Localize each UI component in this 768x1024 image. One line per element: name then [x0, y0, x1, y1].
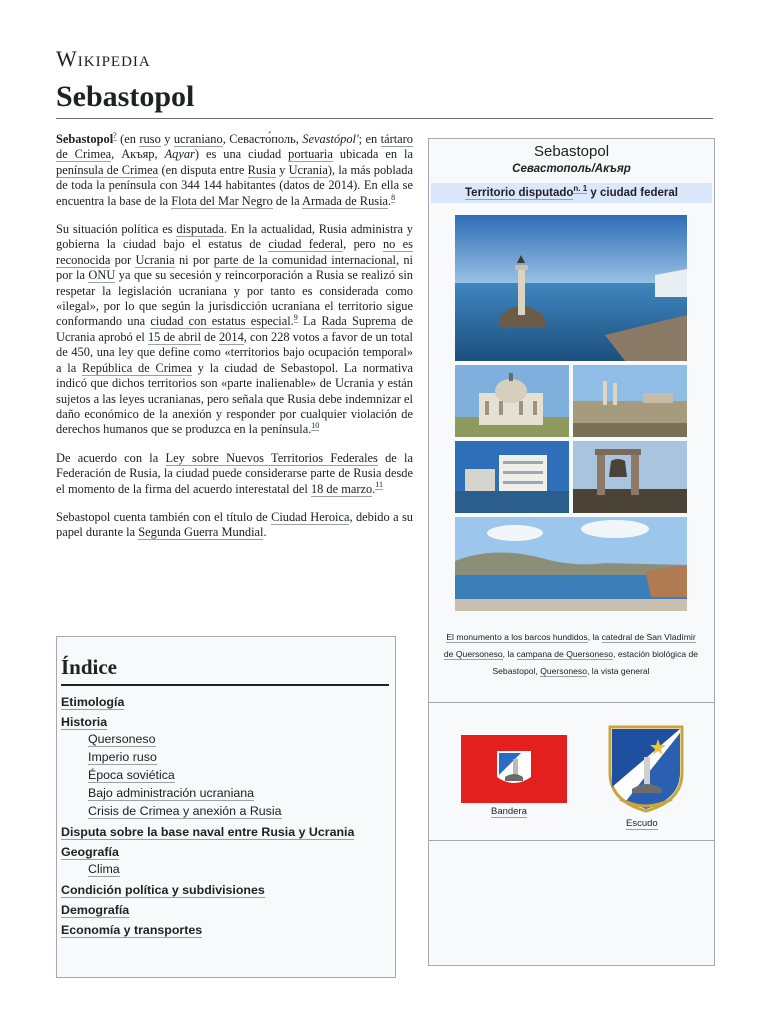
text: ) es una ciudad	[194, 147, 289, 162]
link-peninsula-crimea[interactable]: península de Crimea	[56, 162, 159, 177]
text: , debido a su papel durante la	[56, 509, 413, 540]
link-segunda-guerra[interactable]: Segunda Guerra Mundial	[138, 525, 264, 540]
link-tartaro[interactable]: tártaro de Crimea	[56, 132, 413, 162]
link-territorio-disputado[interactable]: Territorio disputado	[465, 187, 574, 199]
link-ciudad-heroica[interactable]: Ciudad Heroica	[271, 509, 350, 524]
link-ucraniano[interactable]: ucraniano	[173, 132, 223, 146]
text: De acuerdo con la	[56, 450, 166, 465]
text: (en disputa entre	[158, 162, 248, 177]
paragraph-law	[56, 451, 413, 497]
transliteration: Aqyar	[164, 147, 195, 162]
bold-title: Sebastopol	[56, 132, 114, 146]
toc-link[interactable]: Demografía	[61, 903, 130, 917]
link-disputada[interactable]: disputada	[176, 222, 224, 237]
bell-photo[interactable]	[573, 441, 687, 513]
text: , Севасто́поль,	[222, 132, 303, 146]
text: y	[275, 162, 289, 177]
link-ciudad-federal[interactable]: ciudad federal	[268, 237, 344, 252]
text: (en	[116, 132, 140, 146]
text: , la vista general	[587, 666, 650, 676]
monument-photo[interactable]	[455, 215, 687, 361]
text: , pero	[343, 237, 383, 252]
toc-link[interactable]: Economía y transportes	[61, 923, 203, 937]
link-armada[interactable]: Armada de Rusia	[302, 193, 389, 208]
toc-item	[88, 802, 395, 820]
text: y ciudad federal	[587, 187, 678, 199]
toc-link[interactable]: Quersoneso	[88, 732, 156, 746]
text: . En la actualidad, Rusia administra y gobierna la ciudad bajo el estatus de	[56, 222, 413, 252]
text: de Ucrania aprobó el	[56, 314, 414, 344]
text: ; en	[358, 132, 381, 146]
general-view-photo[interactable]	[455, 517, 687, 611]
toc-link[interactable]: Condición política y subdivisiones	[61, 883, 265, 897]
toc-item	[61, 844, 395, 860]
toc-item	[88, 784, 395, 802]
link-18-marzo[interactable]: 18 de marzo	[310, 481, 373, 496]
toc-item	[61, 824, 395, 840]
toc-item	[88, 730, 395, 748]
text: Su situación política es	[56, 222, 177, 237]
infobox-divider	[429, 702, 714, 703]
paragraph-intro	[56, 132, 413, 209]
infobox-status	[431, 183, 712, 203]
text: La	[297, 314, 322, 329]
link-quersoneso[interactable]: Quersoneso	[540, 666, 588, 676]
toc-link[interactable]: Etimología	[61, 695, 125, 709]
table-of-contents	[56, 636, 396, 978]
toc-item	[61, 694, 395, 710]
infobox-title: Sebastopol	[533, 143, 610, 160]
text: ), la más poblada de toda la península con 344 144 habitantes (datos de 2014). En ella se encuentra la base de la	[56, 162, 413, 208]
link-ley-territorios[interactable]: Ley sobre Nuevos Territorios Federales	[165, 450, 378, 465]
toc-link[interactable]: Imperio ruso	[88, 750, 157, 764]
text: ni por	[174, 252, 214, 267]
infobox-divider	[429, 840, 714, 841]
text: .	[372, 481, 376, 496]
toc-item	[88, 766, 395, 784]
toc-item	[61, 714, 395, 730]
title-divider	[56, 118, 713, 119]
flag-label[interactable]: Bandera	[491, 806, 527, 817]
link-ucrania[interactable]: Ucrania	[135, 252, 175, 267]
link-onu[interactable]: ONU	[88, 268, 116, 283]
link-no-reconocida[interactable]: no es reconocida	[56, 237, 414, 267]
text: , ni por la	[56, 252, 413, 283]
link-rada-suprema[interactable]: Rada Suprema	[321, 314, 397, 329]
link-monumento[interactable]: El monumento a los barcos hundidos	[446, 632, 588, 642]
link-portuaria[interactable]: portuaria	[288, 147, 333, 162]
biological-station-photo[interactable]	[455, 441, 569, 513]
link-catedral[interactable]: catedral de San Vladímir de Quersoneso	[443, 632, 696, 659]
toc-link[interactable]: Época soviética	[88, 768, 175, 782]
text: , la	[587, 632, 602, 642]
toc-link[interactable]: Historia	[61, 715, 108, 729]
toc-item	[61, 902, 395, 918]
infobox-subtitle: Севастополь/Акъяр	[512, 163, 631, 175]
link-ucrania[interactable]: Ucrania	[288, 162, 328, 177]
ref-link[interactable]: ?	[113, 130, 117, 140]
text: Sebastopol cuenta también con el título de	[56, 509, 272, 524]
toc-link[interactable]: Disputa sobre la base naval entre Rusia y Ucrania	[61, 825, 355, 839]
toc-link[interactable]: Geografía	[61, 845, 119, 859]
ref-link[interactable]: 8	[391, 192, 396, 202]
article-body	[56, 132, 413, 554]
cathedral-photo[interactable]	[455, 365, 569, 437]
toc-item	[88, 860, 395, 878]
toc-item	[61, 882, 395, 898]
photo-montage[interactable]	[455, 215, 687, 611]
link-15-abril[interactable]: 15 de abril	[147, 329, 202, 344]
text: .	[290, 314, 294, 329]
text: .	[388, 193, 392, 208]
flag-image[interactable]	[461, 735, 567, 803]
text: ya que su secesión y reincorporación a Rusia se realizó sin respetar la legislación ucraniana y por tanto es considerada como «ilegal», por lo que según la jurisdicción ucraniana el territorio sigue conformando una	[56, 268, 413, 329]
ref-link[interactable]: 10	[311, 421, 320, 431]
photo-caption	[441, 629, 701, 680]
toc-list	[61, 694, 395, 938]
text: por	[110, 252, 136, 267]
toc-title: Índice	[61, 655, 118, 679]
text: de la	[272, 193, 303, 208]
text: de	[201, 329, 219, 344]
link-flota[interactable]: Flota del Mar Negro	[171, 193, 273, 208]
toc-divider	[61, 684, 389, 686]
link-republica-crimea[interactable]: República de Crimea	[82, 360, 192, 375]
paragraph-situation	[56, 222, 413, 438]
paragraph-hero-city	[56, 510, 413, 541]
page-title: Sebastopol	[56, 80, 195, 113]
coat-of-arms-image[interactable]	[606, 723, 686, 813]
note-link[interactable]: n. 1	[573, 184, 588, 194]
link-comunidad-internacional[interactable]: parte de la comunidad internacional	[213, 252, 396, 267]
text: , con 228 votos a favor de un total de 450, una ley que define como «territorios bajo ocupación temporal» a la	[56, 329, 413, 375]
text: de la Federación de Rusia, la ciudad puede considerarse parte de Rusia desde el momento de la firma del acuerdo interestatal del	[56, 450, 413, 496]
link-2014[interactable]: 2014	[218, 329, 244, 344]
link-campana[interactable]: campana de Quersoneso	[516, 649, 614, 659]
text: , Акъяр,	[111, 147, 165, 162]
toc-item	[61, 922, 395, 938]
text: , la	[502, 649, 517, 659]
ref-link[interactable]: 11	[375, 480, 383, 490]
infobox	[428, 138, 715, 966]
link-ciudad-estatus-especial[interactable]: ciudad con estatus especial	[150, 314, 291, 329]
wikipedia-logo[interactable]: Wikipedia	[56, 46, 151, 71]
ref-link[interactable]: 9	[293, 313, 298, 323]
text: , estación biológica de Sebastopol,	[492, 649, 699, 676]
link-ruso[interactable]: ruso	[139, 132, 161, 146]
chersonesus-photo[interactable]	[573, 365, 687, 437]
text: .	[263, 525, 267, 540]
link-rusia[interactable]: Rusia	[247, 162, 276, 177]
shield-label[interactable]: Escudo	[626, 818, 658, 829]
text: ubicada en la	[332, 147, 413, 162]
transliteration: Sevastópol'	[302, 132, 359, 146]
toc-item	[88, 748, 395, 766]
toc-link[interactable]: Bajo administración ucraniana	[88, 786, 254, 800]
toc-link[interactable]: Clima	[88, 862, 120, 876]
text: y la ciudad de Sebastopol. La normativa indicó que dichos territorios son «parte inalienable» de Ucrania y están sujetos a las leyes ucranianas, pero señala que Rusia debe indemnizar el daño económico de la anexión y responder por cualquier violación de derechos humanos que se produzca en la península.	[56, 360, 413, 437]
toc-link[interactable]: Crisis de Crimea y anexión a Rusia	[88, 804, 282, 818]
text: y	[160, 132, 174, 146]
